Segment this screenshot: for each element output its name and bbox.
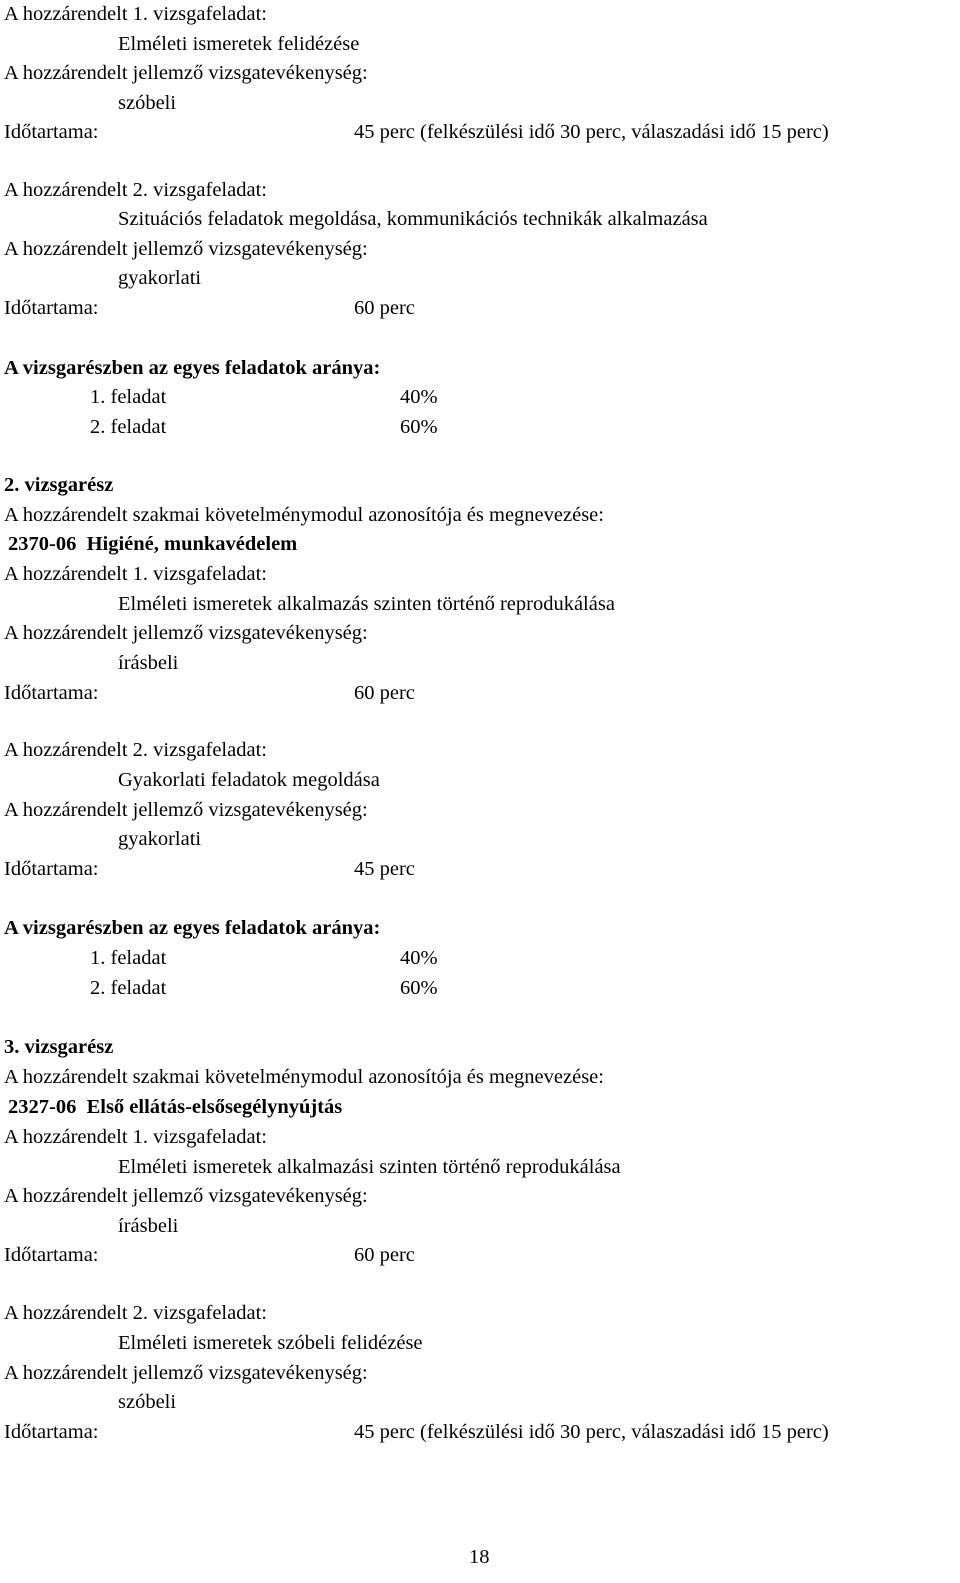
- ratio-task-label: 2. feladat: [90, 416, 167, 438]
- duration-value: 45 perc: [354, 858, 415, 880]
- task-title: Elméleti ismeretek felidézése: [118, 33, 360, 55]
- activity-value: írásbeli: [118, 1215, 179, 1237]
- ratio-task-value: 60%: [400, 977, 438, 999]
- ratio-task-label: 1. feladat: [90, 386, 167, 408]
- duration-label: Időtartama:: [4, 682, 99, 704]
- duration-label: Időtartama:: [4, 1244, 99, 1266]
- task-title: Szituációs feladatok megoldása, kommunikációs technikák alkalmazása: [118, 208, 708, 230]
- ratio-task-label: 2. feladat: [90, 977, 167, 999]
- task-title: Elméleti ismeretek alkalmazási szinten történő reprodukálása: [118, 1156, 621, 1178]
- activity-label: A hozzárendelt jellemző vizsgatevékenység:: [4, 622, 368, 644]
- ratio-heading: A vizsgarészben az egyes feladatok aránya:: [4, 357, 381, 379]
- ratio-task-value: 40%: [400, 386, 438, 408]
- exam-part-heading: 3. vizsgarész: [4, 1036, 114, 1058]
- activity-value: szóbeli: [118, 1391, 177, 1413]
- activity-value: szóbeli: [118, 92, 177, 114]
- task-title: Elméleti ismeretek alkalmazás szinten történő reprodukálása: [118, 593, 615, 615]
- task-title: Elméleti ismeretek szóbeli felidézése: [118, 1332, 423, 1354]
- page-number: 18: [469, 1546, 490, 1568]
- task-title: Gyakorlati feladatok megoldása: [118, 769, 380, 791]
- duration-value: 45 perc (felkészülési idő 30 perc, válaszadási idő 15 perc): [354, 121, 829, 143]
- task-heading: A hozzárendelt 1. vizsgafeladat:: [4, 3, 267, 25]
- ratio-heading: A vizsgarészben az egyes feladatok aránya:: [4, 917, 381, 939]
- duration-value: 60 perc: [354, 297, 415, 319]
- module-name: 2370-06 Higiéné, munkavédelem: [8, 533, 298, 555]
- ratio-task-value: 60%: [400, 416, 438, 438]
- activity-label: A hozzárendelt jellemző vizsgatevékenység:: [4, 1185, 368, 1207]
- task-heading: A hozzárendelt 1. vizsgafeladat:: [4, 1126, 267, 1148]
- task-heading: A hozzárendelt 1. vizsgafeladat:: [4, 563, 267, 585]
- module-label: A hozzárendelt szakmai követelménymodul azonosítója és megnevezése:: [4, 504, 604, 526]
- activity-label: A hozzárendelt jellemző vizsgatevékenység:: [4, 1362, 368, 1384]
- activity-label: A hozzárendelt jellemző vizsgatevékenység:: [4, 238, 368, 260]
- module-label: A hozzárendelt szakmai követelménymodul azonosítója és megnevezése:: [4, 1066, 604, 1088]
- module-name: 2327-06 Első ellátás-elsősegélynyújtás: [8, 1096, 343, 1118]
- duration-value: 45 perc (felkészülési idő 30 perc, válaszadási idő 15 perc): [354, 1421, 829, 1443]
- activity-value: gyakorlati: [118, 828, 202, 850]
- duration-value: 60 perc: [354, 1244, 415, 1266]
- activity-value: gyakorlati: [118, 267, 202, 289]
- activity-label: A hozzárendelt jellemző vizsgatevékenység:: [4, 62, 368, 84]
- activity-label: A hozzárendelt jellemző vizsgatevékenység:: [4, 799, 368, 821]
- duration-label: Időtartama:: [4, 121, 99, 143]
- task-heading: A hozzárendelt 2. vizsgafeladat:: [4, 1302, 267, 1324]
- activity-value: írásbeli: [118, 652, 179, 674]
- duration-value: 60 perc: [354, 682, 415, 704]
- duration-label: Időtartama:: [4, 1421, 99, 1443]
- task-heading: A hozzárendelt 2. vizsgafeladat:: [4, 179, 267, 201]
- duration-label: Időtartama:: [4, 858, 99, 880]
- duration-label: Időtartama:: [4, 297, 99, 319]
- exam-part-heading: 2. vizsgarész: [4, 474, 114, 496]
- task-heading: A hozzárendelt 2. vizsgafeladat:: [4, 739, 267, 761]
- ratio-task-label: 1. feladat: [90, 947, 167, 969]
- ratio-task-value: 40%: [400, 947, 438, 969]
